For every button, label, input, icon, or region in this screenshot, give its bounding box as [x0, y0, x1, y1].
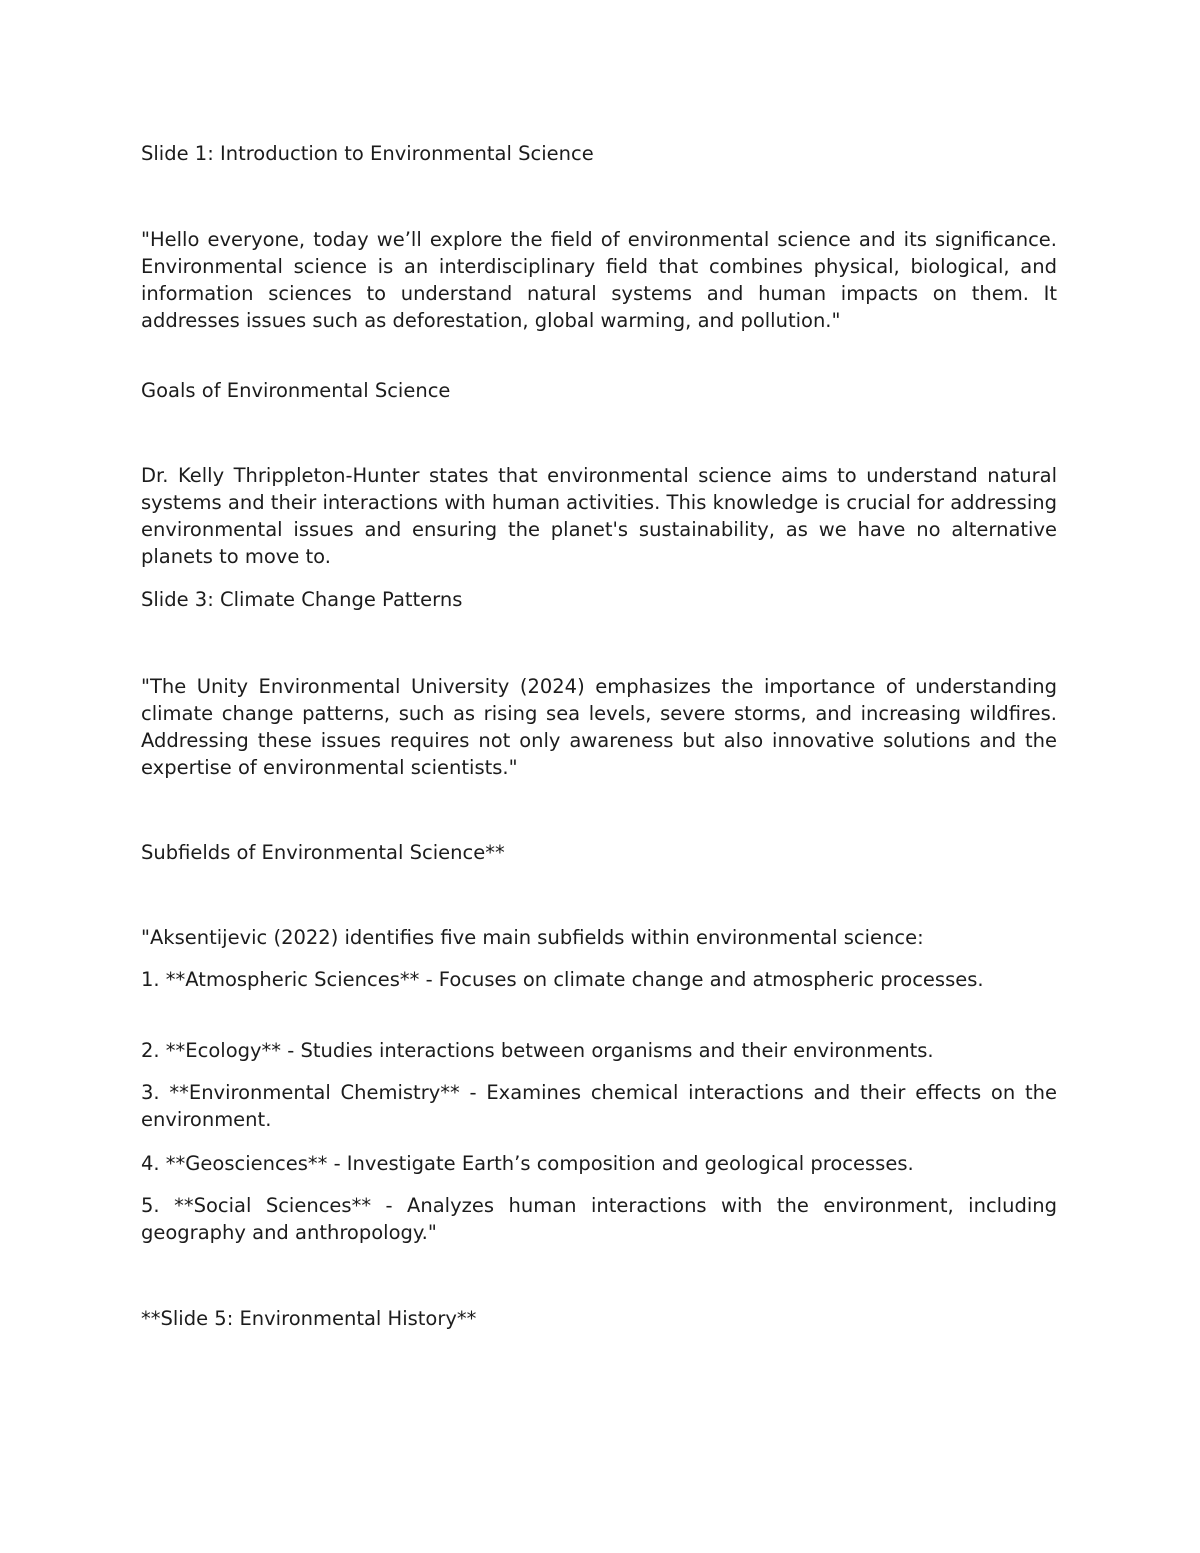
- slide-1-heading: Slide 1: Introduction to Environmental Science: [141, 142, 594, 165]
- subfield-list-item: 3. **Environmental Chemistry** - Examines chemical interactions and their effects on the environment.: [141, 1081, 1057, 1131]
- slide-3-heading: Slide 3: Climate Change Patterns: [141, 588, 463, 611]
- subfield-list-item: 4. **Geosciences** - Investigate Earth’s composition and geological processes.: [141, 1152, 914, 1175]
- intro-paragraph: "Hello everyone, today we’ll explore the field of environmental science and its significance. Environmental science is an interdisciplinary field that combines physical, biological, and information sciences to understand natural systems and human impacts on them. It addresses issues such as deforestation, global warming, and pollution.": [141, 228, 1057, 332]
- subfields-heading: Subfields of Environmental Science**: [141, 841, 505, 864]
- subfield-list-item: 2. **Ecology** - Studies interactions between organisms and their environments.: [141, 1039, 934, 1062]
- subfield-list-item: 1. **Atmospheric Sciences** - Focuses on climate change and atmospheric processes.: [141, 968, 984, 991]
- goals-paragraph: Dr. Kelly Thrippleton-Hunter states that environmental science aims to understand natural systems and their interactions with human activities. This knowledge is crucial for addressing environmental issues and ensuring the planet's sustainability, as we have no alternative planets to move to.: [141, 464, 1057, 568]
- subfields-intro: "Aksentijevic (2022) identifies five main subfields within environmental science:: [141, 926, 924, 949]
- goals-heading: Goals of Environmental Science: [141, 379, 451, 402]
- subfield-list-item: 5. **Social Sciences** - Analyzes human interactions with the environment, including geography and anthropology.": [141, 1194, 1057, 1244]
- climate-paragraph: "The Unity Environmental University (2024) emphasizes the importance of understanding climate change patterns, such as rising sea levels, severe storms, and increasing wildfires. Addressing these issues requires not only awareness but also innovative solutions and the expertise of environmental scientists.": [141, 675, 1057, 779]
- slide-5-heading: **Slide 5: Environmental History**: [141, 1307, 477, 1330]
